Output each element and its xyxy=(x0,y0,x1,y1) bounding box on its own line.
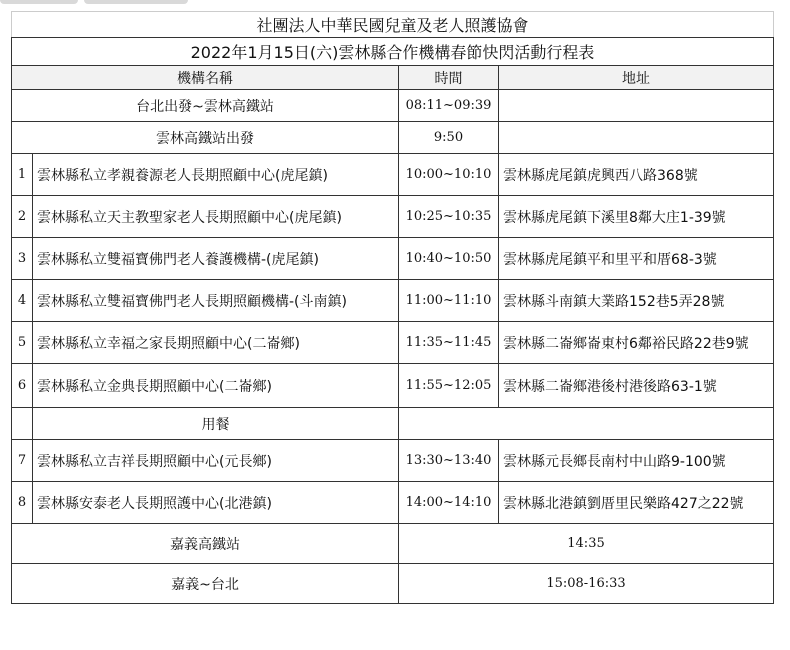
row-address xyxy=(499,122,774,154)
row-name: 雲林縣私立天主教聖家老人長期照顧中心(虎尾鎮) xyxy=(33,196,399,238)
row-time: 10:00~10:10 xyxy=(399,154,499,196)
row-name: 雲林縣私立幸福之家長期照顧中心(二崙鄉) xyxy=(33,322,399,364)
row-time: 10:25~10:35 xyxy=(399,196,499,238)
return-time: 15:08-16:33 xyxy=(399,564,774,604)
event-title-row xyxy=(12,38,774,66)
header-name: 機構名稱 xyxy=(12,66,399,90)
row-name: 雲林高鐵站出發 xyxy=(12,122,399,154)
row-time: 9:50 xyxy=(399,122,499,154)
table-row xyxy=(12,524,774,564)
row-name: 雲林縣安泰老人長期照護中心(北港鎮) xyxy=(33,482,399,524)
table-row xyxy=(12,280,774,322)
meal-label: 用餐 xyxy=(33,408,399,440)
row-index: 4 xyxy=(12,280,33,322)
row-index: 5 xyxy=(12,322,33,364)
row-index: 7 xyxy=(12,440,33,482)
table-row xyxy=(12,196,774,238)
header-address: 地址 xyxy=(499,66,774,90)
row-time: 10:40~10:50 xyxy=(399,238,499,280)
row-address: 雲林縣二崙鄉港後村港後路63-1號 xyxy=(499,364,774,408)
row-name: 雲林縣私立雙福寶佛門老人長期照顧機構-(斗南鎮) xyxy=(33,280,399,322)
table-row xyxy=(12,122,774,154)
row-index: 6 xyxy=(12,364,33,408)
row-name: 雲林縣私立雙福寶佛門老人養護機構-(虎尾鎮) xyxy=(33,238,399,280)
row-address: 雲林縣元長鄉長南村中山路9-100號 xyxy=(499,440,774,482)
table-row xyxy=(12,90,774,122)
chiayi-label: 嘉義高鐵站 xyxy=(12,524,399,564)
table-row xyxy=(12,364,774,408)
schedule-table xyxy=(11,11,774,604)
row-time: 08:11~09:39 xyxy=(399,90,499,122)
schedule-document xyxy=(11,11,773,624)
row-name: 雲林縣私立吉祥長期照顧中心(元長鄉) xyxy=(33,440,399,482)
row-time: 11:00~11:10 xyxy=(399,280,499,322)
top-tab xyxy=(84,0,188,4)
row-address xyxy=(499,90,774,122)
table-row xyxy=(12,322,774,364)
top-tab xyxy=(0,0,78,4)
chiayi-time: 14:35 xyxy=(399,524,774,564)
header-time: 時間 xyxy=(399,66,499,90)
table-row xyxy=(12,482,774,524)
row-address: 雲林縣虎尾鎮平和里平和厝68-3號 xyxy=(499,238,774,280)
row-name: 台北出發~雲林高鐵站 xyxy=(12,90,399,122)
row-time: 11:55~12:05 xyxy=(399,364,499,408)
event-title: 2022年1月15日(六)雲林縣合作機構春節快閃活動行程表 xyxy=(12,38,774,66)
row-time: 13:30~13:40 xyxy=(399,440,499,482)
row-index: 1 xyxy=(12,154,33,196)
meal-empty xyxy=(399,408,774,440)
row-time: 14:00~14:10 xyxy=(399,482,499,524)
top-bar xyxy=(0,0,790,6)
row-time: 11:35~11:45 xyxy=(399,322,499,364)
table-row xyxy=(12,440,774,482)
row-index: 2 xyxy=(12,196,33,238)
row-address: 雲林縣虎尾鎮虎興西八路368號 xyxy=(499,154,774,196)
header-row xyxy=(12,66,774,90)
org-title: 社團法人中華民國兒童及老人照護協會 xyxy=(12,12,774,38)
row-address: 雲林縣斗南鎮大業路152巷5弄28號 xyxy=(499,280,774,322)
meal-row xyxy=(12,408,774,440)
row-index: 8 xyxy=(12,482,33,524)
table-row xyxy=(12,564,774,604)
org-title-row xyxy=(12,12,774,38)
return-label: 嘉義~台北 xyxy=(12,564,399,604)
row-name: 雲林縣私立孝親養源老人長期照顧中心(虎尾鎮) xyxy=(33,154,399,196)
table-row xyxy=(12,154,774,196)
row-address: 雲林縣二崙鄉崙東村6鄰裕民路22巷9號 xyxy=(499,322,774,364)
row-index: 3 xyxy=(12,238,33,280)
row-index xyxy=(12,408,33,440)
table-row xyxy=(12,238,774,280)
row-address: 雲林縣北港鎮劉厝里民樂路427之22號 xyxy=(499,482,774,524)
row-address: 雲林縣虎尾鎮下溪里8鄰大庄1-39號 xyxy=(499,196,774,238)
row-name: 雲林縣私立金典長期照顧中心(二崙鄉) xyxy=(33,364,399,408)
